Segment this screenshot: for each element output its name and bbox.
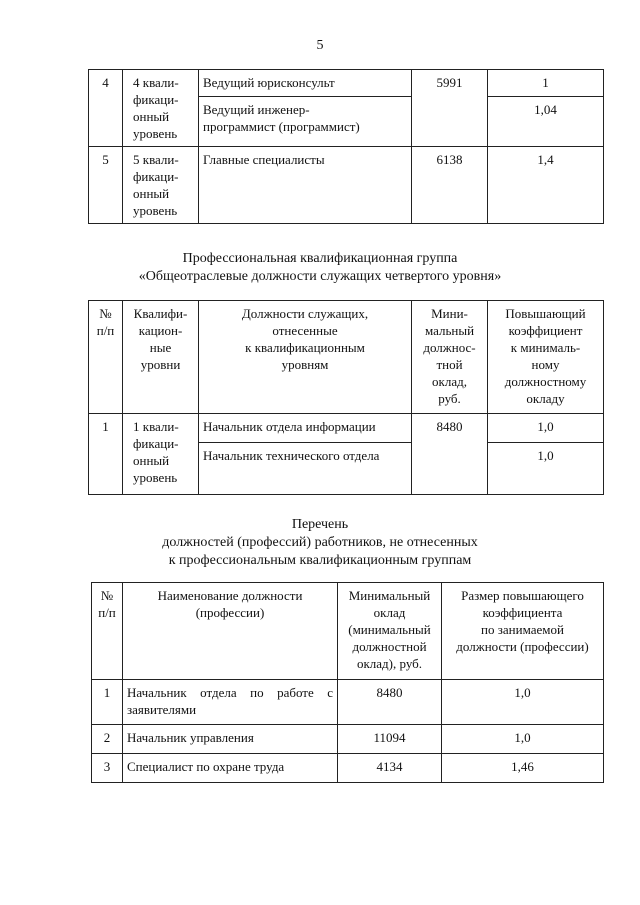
min-salary: 4134 [338,754,442,783]
coefficient: 1,4 [488,147,604,224]
table-positions-list [91,582,604,783]
header-coefficient: Размер повышающего коэффициента по занимаемой должности (профессии) [442,583,604,680]
table-continuation [88,69,604,224]
min-salary: 6138 [412,147,488,224]
table-header-row [89,301,604,414]
table-row [89,147,604,224]
min-salary: 5991 [412,70,488,147]
group-title: Профессиональная квалификационная группа «Общеотраслевые должности служащих четвертого уровня» [138,251,502,284]
table-group-level4 [88,300,604,495]
coefficient: 1,04 [488,97,604,147]
header-coefficient: Повышающий коэффициент к минималь- ному должностному окладу [488,301,604,414]
header-name: Наименование должности (профессии) [123,583,338,680]
coefficient: 1,0 [488,414,604,443]
position-name: Ведущий инженер- программист (программист) [199,97,412,147]
coefficient: 1,46 [442,754,604,783]
coefficient: 1,0 [442,725,604,754]
table-row [92,725,604,754]
qualification-level: 4 квали- фикаци- онный уровень [123,70,199,147]
table-row [89,414,604,443]
header-num: № п/п [92,583,123,680]
row-number: 2 [92,725,123,754]
min-salary: 8480 [338,680,442,725]
position-name: Начальник отдела информации [199,414,412,443]
qualification-level: 1 квали- фикаци- онный уровень [123,414,199,495]
header-level: Квалифи- кацион- ные уровни [123,301,199,414]
min-salary: 11094 [338,725,442,754]
table-row [92,754,604,783]
page-number: 5 [316,38,324,53]
position-name: Начальник отдела по работе с заявителями [123,680,338,725]
header-salary: Минимальный оклад (минимальный должностной оклад), руб. [338,583,442,680]
table-header-row [92,583,604,680]
min-salary: 8480 [412,414,488,495]
table-row [92,680,604,725]
coefficient: 1,0 [488,443,604,495]
position-name: Начальник технического отдела [199,443,412,495]
header-positions: Должности служащих, отнесенные к квалификационным уровням [199,301,412,414]
row-number: 1 [92,680,123,725]
coefficient: 1,0 [442,680,604,725]
header-num: № п/п [89,301,123,414]
row-number: 5 [89,147,123,224]
list-title: Перечень должностей (профессий) работников, не отнесенных к профессиональным квалификационным группам [162,517,478,568]
coefficient: 1 [488,70,604,97]
position-name: Главные специалисты [199,147,412,224]
row-number: 4 [89,70,123,147]
position-name: Начальник управления [123,725,338,754]
row-number: 1 [89,414,123,495]
row-number: 3 [92,754,123,783]
qualification-level: 5 квали- фикаци- онный уровень [123,147,199,224]
header-salary: Мини- мальный должнос- тной оклад, руб. [412,301,488,414]
position-name: Ведущий юрисконсульт [199,70,412,97]
table-row [89,70,604,97]
position-name: Специалист по охране труда [123,754,338,783]
